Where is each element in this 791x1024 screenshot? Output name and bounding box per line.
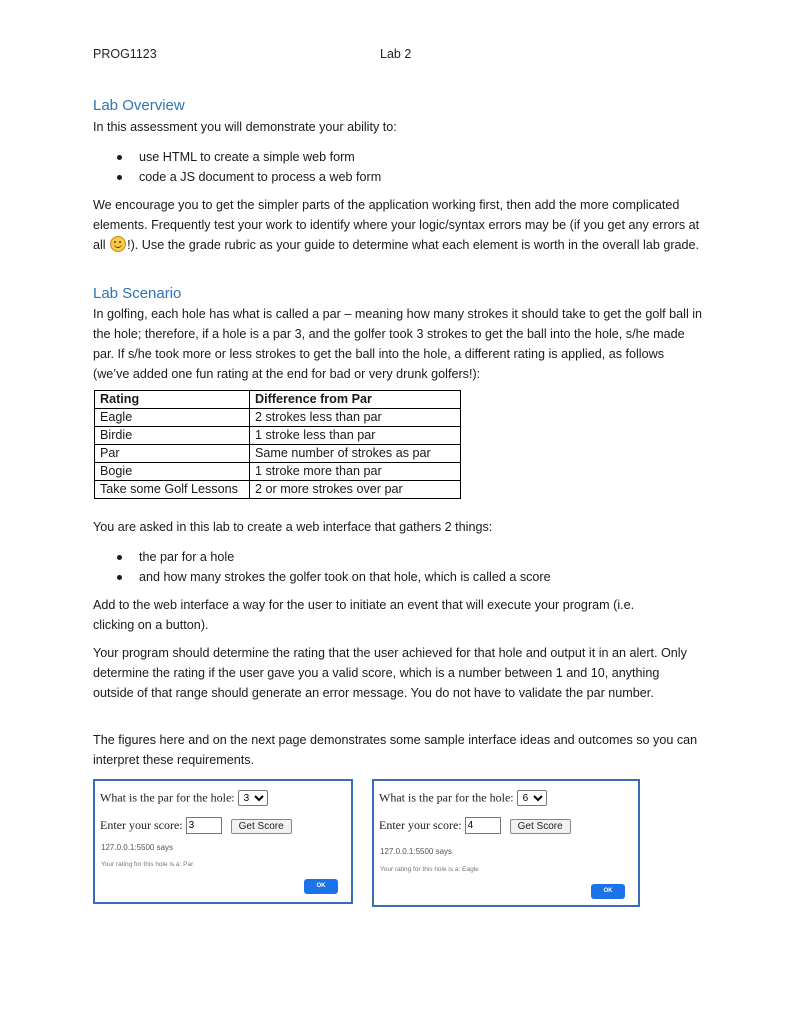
par-label: What is the par for the hole: [100, 790, 235, 805]
figures-paragraph: The figures here and on the next page demonstrates some sample interface ideas and outcomes so you can interpret these requirements. [93, 733, 698, 767]
lab-overview-heading: Lab Overview [93, 97, 185, 114]
par-select[interactable] [238, 790, 268, 806]
rating-table [94, 390, 461, 499]
list-item: code a JS document to process a web form [93, 167, 381, 187]
par-select[interactable] [517, 790, 547, 806]
alert-origin: 127.0.0.1:5500 says [380, 847, 453, 856]
par-row [379, 790, 547, 806]
sample-figure-eagle [372, 779, 640, 907]
header-course: PROG1123 [93, 47, 157, 61]
scenario-paragraph: In golfing, each hole has what is called a par – meaning how many strokes it should take to get the golf ball in the hole; therefore, if a hole is a par 3, and the golfer took 3 strokes to get the ball into the hole, s/he made par. If s/he took more or less strokes to get the ball into the hole, a different rating is applied, as follows (we’ve added one fun rating at the end for bad or very drunk golfers!): [93, 307, 703, 381]
par-label: What is the par for the hole: [379, 790, 514, 805]
table-cell: Par [95, 445, 250, 463]
ok-button[interactable]: OK [304, 879, 338, 894]
table-cell: Bogie [95, 463, 250, 481]
sample-figure-par [93, 779, 353, 904]
score-label: Enter your score: [379, 818, 462, 832]
table-cell: Same number of strokes as par [250, 445, 461, 463]
table-row [95, 427, 461, 445]
get-score-button[interactable]: Get Score [510, 819, 571, 834]
overview-paragraph-part1: We encourage you to get the simpler parts of the application working first, then add the more complicated elements. Frequently test your work to identify where your logic/syntax errors may be (if you get any errors at all [93, 198, 700, 252]
program-paragraph: Your program should determine the rating that the user achieved for that hole and output it in an alert. Only determine the rating if the user gave you a valid score, which is a number between 1 and 10, anything outside of that range should generate an error message. You do not have to validate the par number. [93, 646, 687, 700]
table-header-cell: Difference from Par [250, 391, 461, 409]
score-row [379, 817, 571, 834]
list-item: the par for a hole [93, 547, 551, 567]
gather-bullet-list [93, 547, 551, 587]
score-row [100, 817, 292, 834]
table-row [95, 445, 461, 463]
gather-intro: You are asked in this lab to create a web interface that gathers 2 things: [93, 520, 493, 534]
list-item: use HTML to create a simple web form [93, 147, 381, 167]
table-header-cell: Rating [95, 391, 250, 409]
table-row [95, 463, 461, 481]
overview-paragraph [93, 195, 703, 255]
table-cell: 1 stroke more than par [250, 463, 461, 481]
table-cell: 2 strokes less than par [250, 409, 461, 427]
table-cell: 1 stroke less than par [250, 427, 461, 445]
table-cell: Eagle [95, 409, 250, 427]
overview-bullet-list [93, 147, 381, 187]
score-input[interactable] [186, 817, 222, 834]
ok-button[interactable]: OK [591, 884, 625, 899]
table-cell: Take some Golf Lessons [95, 481, 250, 499]
lab-scenario-heading: Lab Scenario [93, 285, 182, 302]
header-lab: Lab 2 [380, 47, 412, 61]
score-label: Enter your score: [100, 818, 183, 832]
alert-origin: 127.0.0.1:5500 says [101, 843, 174, 852]
table-row [95, 409, 461, 427]
event-paragraph: Add to the web interface a way for the user to initiate an event that will execute your program (i.e. clicking on a button). [93, 598, 635, 632]
alert-message: Your rating for this hole is a: Eagle [380, 866, 479, 873]
table-header-row [95, 391, 461, 409]
overview-intro: In this assessment you will demonstrate your ability to: [93, 120, 397, 134]
table-cell: 2 or more strokes over par [250, 481, 461, 499]
table-cell: Birdie [95, 427, 250, 445]
list-item: and how many strokes the golfer took on that hole, which is called a score [93, 567, 551, 587]
get-score-button[interactable]: Get Score [231, 819, 292, 834]
alert-message: Your rating for this hole is a: Par [101, 861, 194, 868]
par-row [100, 790, 268, 806]
score-input[interactable] [465, 817, 501, 834]
smiley-icon [110, 236, 126, 252]
overview-paragraph-part2: !). Use the grade rubric as your guide to determine what each element is worth in the overall lab grade. [127, 238, 700, 252]
table-row [95, 481, 461, 499]
